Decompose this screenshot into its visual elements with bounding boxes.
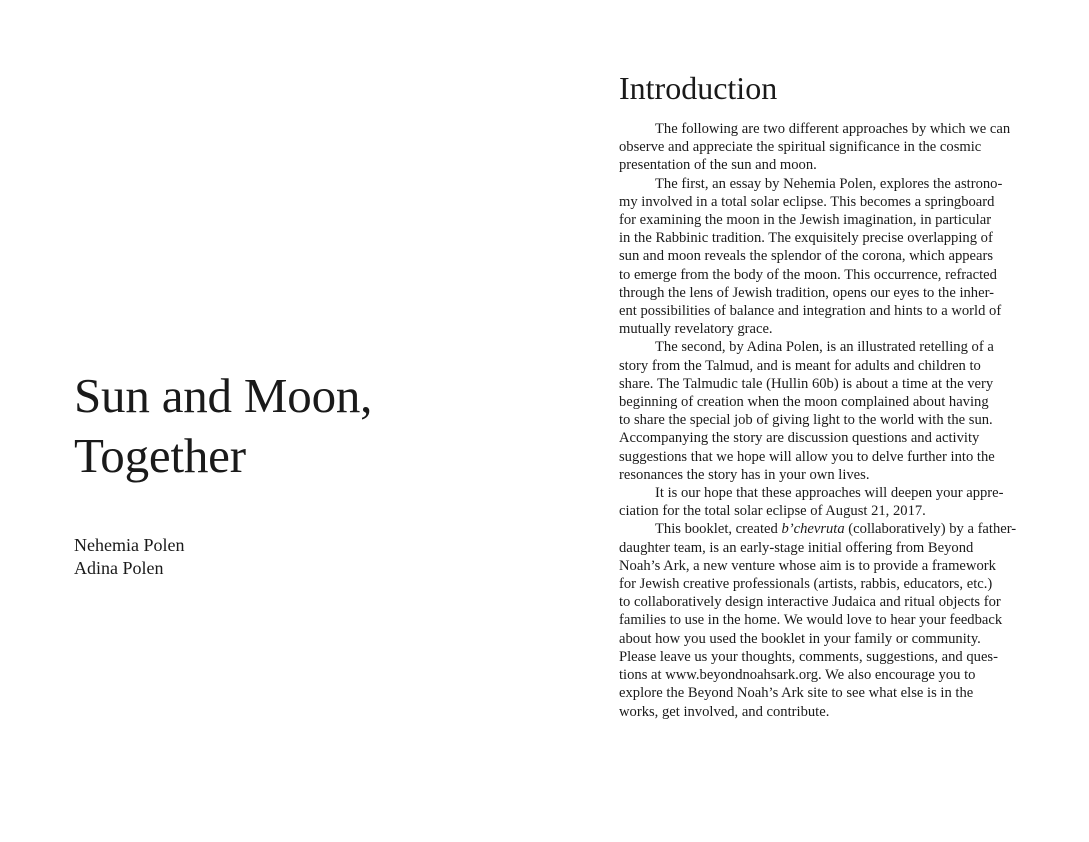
author-list — [74, 534, 184, 580]
author-name: Nehemia Polen — [74, 535, 185, 555]
book-title-line-1: Sun and Moon, — [74, 368, 373, 423]
body-line-text: (collaboratively) by a father- — [844, 521, 1017, 538]
body-line: tions at www.beyondnoahsark.org. We also encourage you to — [619, 667, 976, 684]
body-line: through the lens of Jewish tradition, opens our eyes to the inher- — [619, 284, 995, 301]
body-line: presentation of the sun and moon. — [619, 157, 817, 174]
body-line: Accompanying the story are discussion questions and activity — [619, 430, 980, 447]
introduction-heading: Introduction — [619, 70, 778, 106]
body-line: about how you used the booklet in your family or community. — [619, 630, 981, 647]
body-line: share. The Talmudic tale (Hullin 60b) is about a time at the very — [619, 375, 994, 392]
body-line: ent possibilities of balance and integration and hints to a world of — [619, 303, 1002, 320]
italic-term: b’chevruta — [781, 521, 845, 538]
body-line: It is our hope that these approaches will deepen your appre- — [655, 485, 1004, 502]
body-line-text: This booklet, created — [655, 521, 782, 538]
body-line: suggestions that we hope will allow you to delve further into the — [619, 448, 995, 465]
body-line: daughter team, is an early-stage initial offering from Beyond — [619, 539, 974, 556]
body-line: to emerge from the body of the moon. This occurrence, refracted — [619, 266, 997, 283]
body-line — [619, 520, 1019, 538]
body-line: my involved in a total solar eclipse. This becomes a springboard — [619, 193, 995, 210]
body-line: Noah’s Ark, a new venture whose aim is to provide a framework — [619, 557, 996, 574]
body-line: families to use in the home. We would love to hear your feedback — [619, 612, 1003, 629]
body-line: beginning of creation when the moon complained about having — [619, 394, 989, 411]
body-line: to share the special job of giving light to the world with the sun. — [619, 412, 993, 429]
introduction-body — [619, 120, 1019, 721]
body-line: The following are two different approaches by which we can — [655, 121, 1011, 137]
body-line: for Jewish creative professionals (artists, rabbis, educators, etc.) — [619, 576, 993, 593]
body-line: The first, an essay by Nehemia Polen, explores the astrono- — [655, 175, 1003, 192]
book-title-line-2: Together — [74, 428, 246, 483]
body-line: sun and moon reveals the splendor of the corona, which appears — [619, 248, 994, 265]
body-line: resonances the story has in your own lives. — [619, 466, 870, 483]
body-line: works, get involved, and contribute. — [619, 703, 830, 720]
left-page — [0, 0, 544, 842]
body-line: explore the Beyond Noah’s Ark site to see what else is in the — [619, 685, 974, 702]
body-line: for examining the moon in the Jewish imagination, in particular — [619, 212, 992, 229]
body-line: ciation for the total solar eclipse of August 21, 2017. — [619, 503, 926, 520]
body-line: observe and appreciate the spiritual significance in the cosmic — [619, 139, 982, 156]
body-line: Please leave us your thoughts, comments, suggestions, and ques- — [619, 648, 998, 665]
body-line: in the Rabbinic tradition. The exquisitely precise overlapping of — [619, 230, 993, 247]
right-page — [544, 0, 1089, 842]
body-line: story from the Talmud, and is meant for adults and children to — [619, 357, 981, 374]
author-name: Adina Polen — [74, 558, 164, 578]
body-line: to collaboratively design interactive Judaica and ritual objects for — [619, 594, 1001, 611]
book-title — [74, 366, 372, 486]
body-line: The second, by Adina Polen, is an illustrated retelling of a — [655, 339, 994, 356]
body-line: mutually revelatory grace. — [619, 321, 773, 338]
